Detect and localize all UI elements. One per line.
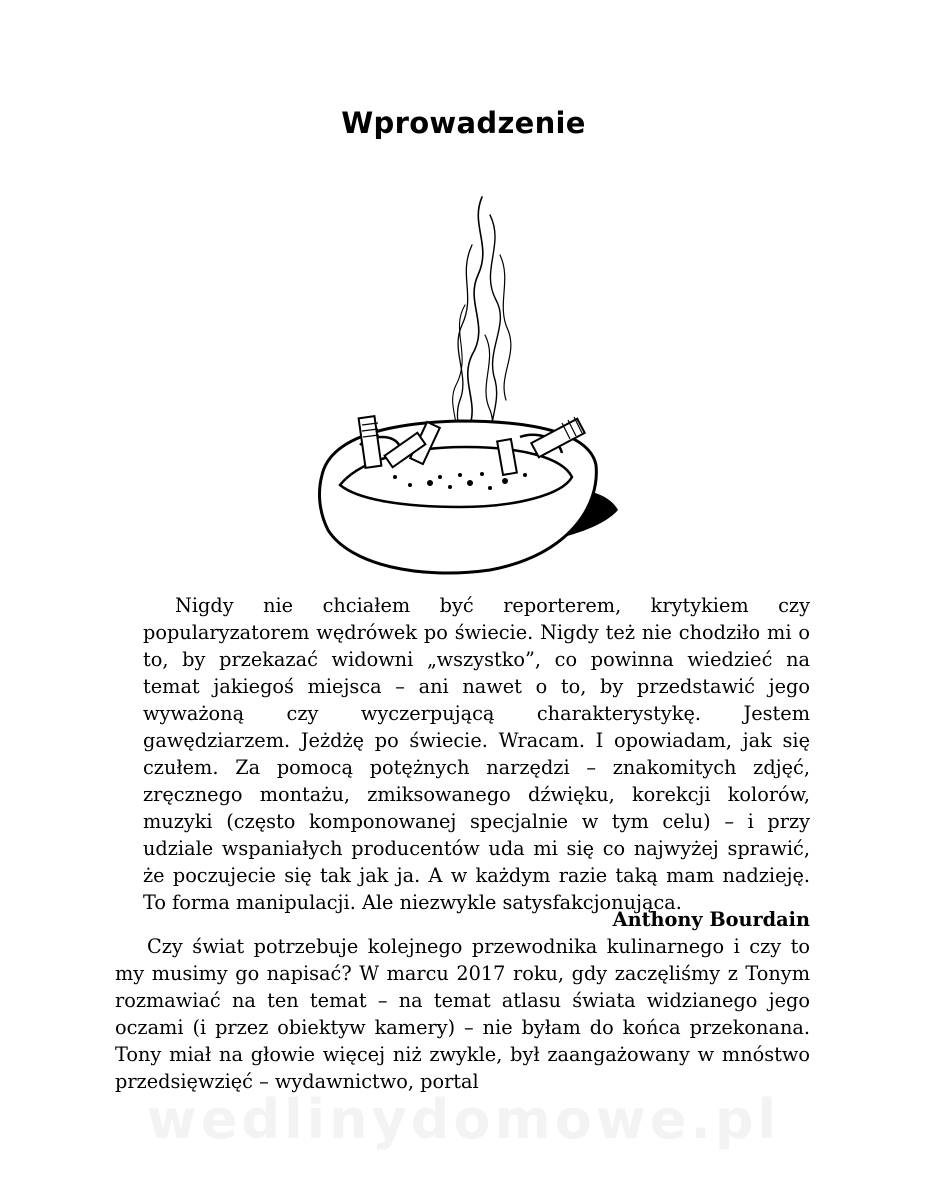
body-paragraph: Czy świat potrzebuje kolejnego przewodnika kulinarnego i czy to my musimy go napisać? W marcu 2017 roku, gdy zaczęliśmy z Tonym rozmawiać na ten temat – na temat atlasu świata widzianego jego oczami (i przez obiektyw kamery) – nie byłam do końca przekonana. Tony miał na głowie więcej niż zwykle, był zaangażowany w mnóstwo przedsięwzięć – wydawnictwo, portal bbox=[115, 935, 810, 1093]
quote-author: Anthony Bourdain bbox=[612, 908, 810, 931]
page-title: Wprowadzenie bbox=[341, 106, 586, 140]
watermark-text: wedlinydomowe.pl bbox=[146, 1088, 781, 1151]
epigraph-quote: Nigdy nie chciałem być reporterem, krytykiem czy popularyzatorem wędrówek po świecie. Nigdy też nie chodziło mi o to, by przekazać widowni „wszystko”, co powinna wiedzieć na temat jakiegoś miejsca – ani nawet o to, by przedstawić jego wyważoną czy wyczerpującą charakterystykę. Jestem gawędziarzem. Jeżdżę po świecie. Wracam. I opowiadam, jak się czułem. Za pomocą potężnych narzędzi – znakomitych zdjęć, zręcznego montażu, zmiksowanego dźwięku, korekcji kolorów, muzyki (często komponowanej specjalnie w tym celu) – i przy udziale wspaniałych producentów uda mi się co najwyżej sprawić, że poczujecie się tak jak ja. A w każdym razie taką mam nadzieję. To forma manipulacji. Ale niezwykle satysfakcjonująca. bbox=[143, 594, 810, 914]
ashtray-illustration bbox=[300, 185, 620, 580]
